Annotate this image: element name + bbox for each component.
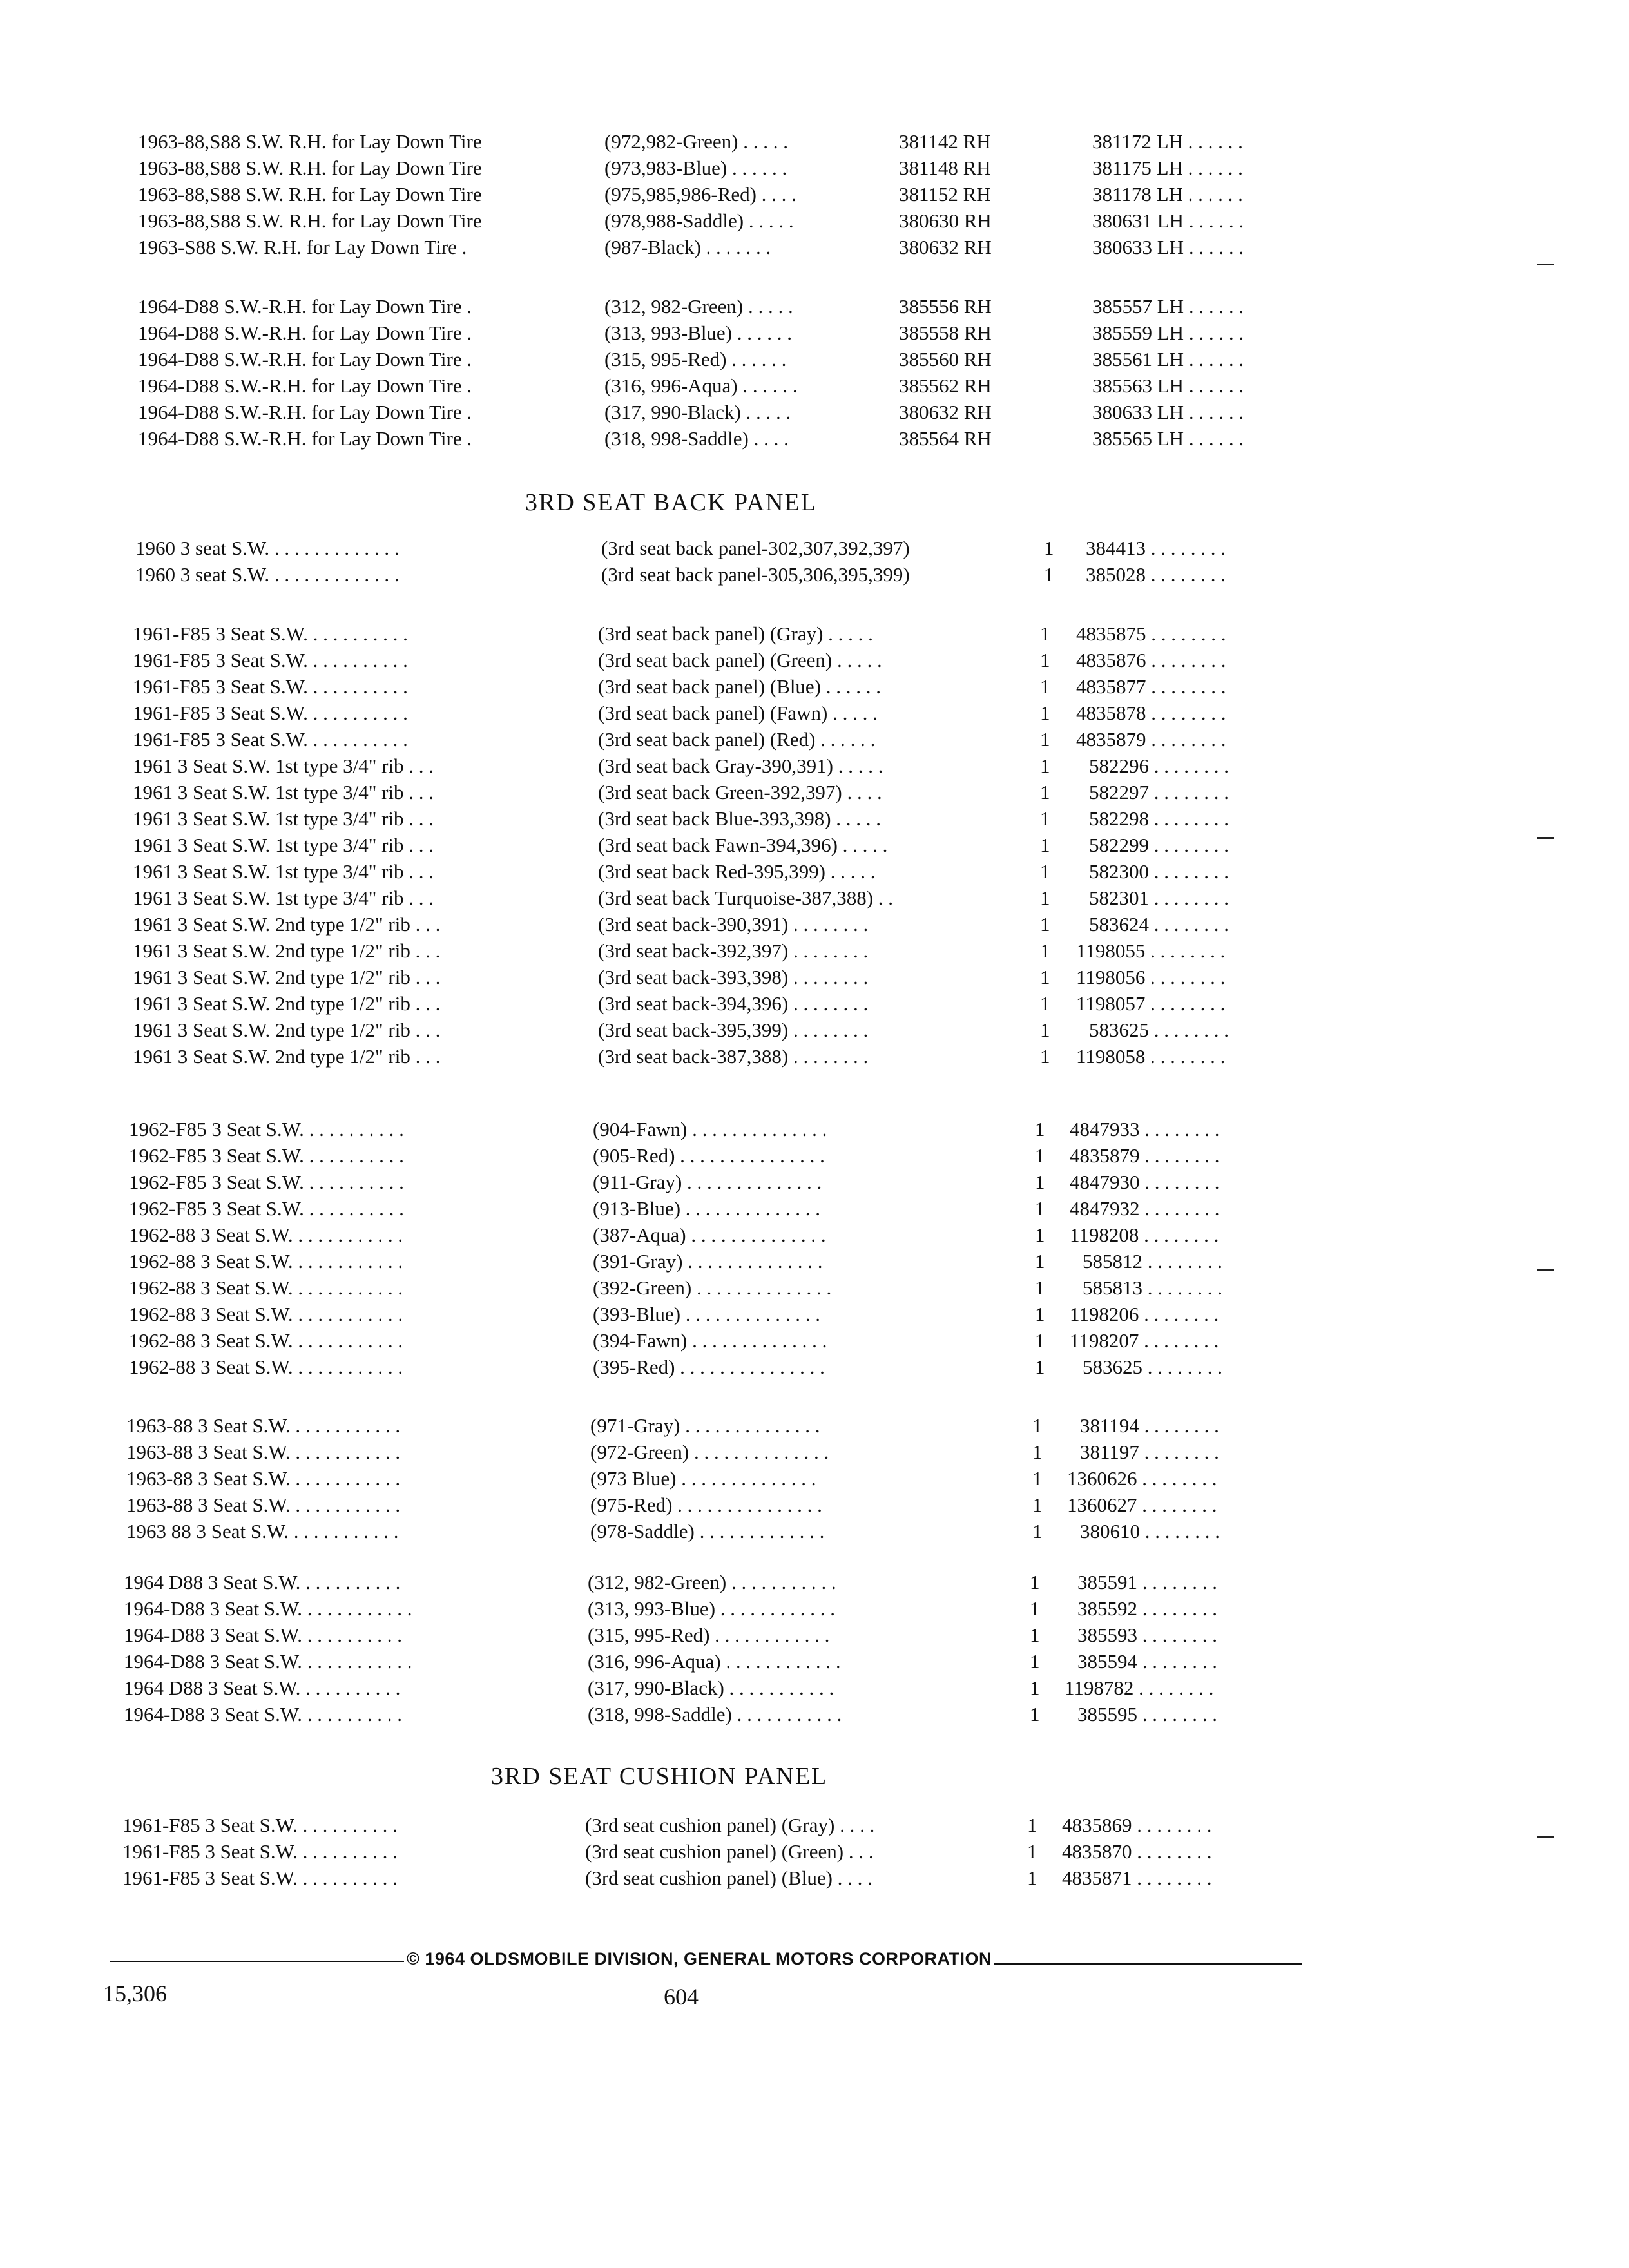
model-cell: 1964-D88 S.W.-R.H. for Lay Down Tire . xyxy=(138,401,472,423)
trim-cell: (3rd seat back Green-392,397) . . . . xyxy=(598,781,882,803)
part-cell: 381148 RH xyxy=(899,157,991,179)
part-cell: 4835879 . . . . . . . . xyxy=(1076,728,1226,751)
qty-cell: 1 xyxy=(1040,887,1050,909)
trim-cell: (972-Green) . . . . . . . . . . . . . . xyxy=(590,1441,829,1463)
part-cell: 1198207 . . . . . . . . xyxy=(1070,1329,1219,1352)
part-cell: 385558 RH xyxy=(899,322,992,344)
qty-cell: 1 xyxy=(1040,675,1050,698)
part-cell: 582296 . . . . . . . . xyxy=(1089,754,1229,777)
qty-cell: 1 xyxy=(1040,992,1050,1015)
trim-cell: (316, 996-Aqua) . . . . . . . . . . . . xyxy=(588,1650,841,1673)
part-cell: 582301 . . . . . . . . xyxy=(1089,887,1229,909)
alt-part-cell: 380633 LH . . . . . . xyxy=(1092,236,1244,258)
model-cell: 1961-F85 3 Seat S.W. . . . . . . . . . . xyxy=(122,1867,398,1889)
trim-cell: (317, 990-Black) . . . . . xyxy=(604,401,791,423)
qty-cell: 1 xyxy=(1040,807,1050,830)
table-row xyxy=(0,207,1629,234)
model-cell: 1963-88 3 Seat S.W. . . . . . . . . . . . xyxy=(126,1414,401,1437)
model-cell: 1961-F85 3 Seat S.W. . . . . . . . . . . xyxy=(133,622,408,645)
table-row xyxy=(0,346,1629,372)
part-cell: 4847933 . . . . . . . . xyxy=(1070,1118,1220,1140)
model-cell: 1961 3 Seat S.W. 1st type 3/4" rib . . . xyxy=(133,834,434,856)
part-cell: 384413 . . . . . . . . xyxy=(1086,537,1226,559)
alt-part-cell: 385565 LH . . . . . . xyxy=(1092,427,1244,450)
table-row xyxy=(0,1701,1629,1727)
table-row xyxy=(0,1043,1629,1070)
model-cell: 1962-F85 3 Seat S.W. . . . . . . . . . . xyxy=(129,1197,404,1220)
table-row xyxy=(0,779,1629,805)
trim-cell: (904-Fawn) . . . . . . . . . . . . . . xyxy=(593,1118,827,1140)
trim-cell: (317, 990-Black) . . . . . . . . . . . xyxy=(588,1677,834,1699)
part-cell: 4847930 . . . . . . . . xyxy=(1070,1171,1220,1193)
table-row xyxy=(0,561,1629,588)
qty-cell: 1 xyxy=(1040,649,1050,671)
model-cell: 1961-F85 3 Seat S.W. . . . . . . . . . . xyxy=(133,649,408,671)
copyright-line: © 1964 OLDSMOBILE DIVISION, GENERAL MOTORS CORPORATION xyxy=(404,1949,994,1969)
part-cell: 381197 . . . . . . . . xyxy=(1080,1441,1219,1463)
trim-cell: (3rd seat cushion panel) (Green) . . . xyxy=(585,1840,874,1863)
model-cell: 1963-88,S88 S.W. R.H. for Lay Down Tire xyxy=(138,209,482,232)
model-cell: 1963-88,S88 S.W. R.H. for Lay Down Tire xyxy=(138,130,482,153)
qty-cell: 1 xyxy=(1032,1414,1043,1437)
model-cell: 1964-D88 S.W.-R.H. for Lay Down Tire . xyxy=(138,322,472,344)
model-cell: 1961 3 Seat S.W. 2nd type 1/2" rib . . . xyxy=(133,1019,441,1041)
table-row xyxy=(0,858,1629,885)
qty-cell: 1 xyxy=(1032,1441,1043,1463)
table-row xyxy=(0,937,1629,964)
model-cell: 1962-F85 3 Seat S.W. . . . . . . . . . . xyxy=(129,1118,404,1140)
table-row xyxy=(0,1169,1629,1195)
section-heading-cushion-panel: 3RD SEAT CUSHION PANEL xyxy=(491,1763,828,1790)
part-cell: 385560 RH xyxy=(899,348,992,370)
trim-cell: (975-Red) . . . . . . . . . . . . . . . xyxy=(590,1494,822,1516)
model-cell: 1962-F85 3 Seat S.W. . . . . . . . . . . xyxy=(129,1171,404,1193)
trim-cell: (318, 998-Saddle) . . . . xyxy=(604,427,789,450)
qty-cell: 1 xyxy=(1040,913,1050,936)
model-cell: 1964-D88 S.W.-R.H. for Lay Down Tire . xyxy=(138,295,472,318)
qty-cell: 1 xyxy=(1040,754,1050,777)
table-row xyxy=(0,1116,1629,1142)
trim-cell: (3rd seat back-392,397) . . . . . . . . xyxy=(598,939,869,962)
part-cell: 385591 . . . . . . . . xyxy=(1077,1571,1217,1593)
qty-cell: 1 xyxy=(1035,1171,1045,1193)
model-cell: 1961 3 Seat S.W. 1st type 3/4" rib . . . xyxy=(133,860,434,883)
alt-part-cell: 380633 LH . . . . . . xyxy=(1092,401,1244,423)
part-cell: 381142 RH xyxy=(899,130,991,153)
model-cell: 1961 3 Seat S.W. 1st type 3/4" rib . . . xyxy=(133,754,434,777)
part-cell: 385028 . . . . . . . . xyxy=(1086,563,1226,586)
model-cell: 1961 3 Seat S.W. 2nd type 1/2" rib . . . xyxy=(133,1045,441,1068)
trim-cell: (316, 996-Aqua) . . . . . . xyxy=(604,374,798,397)
lay-down-tire-group-1963 xyxy=(0,128,1629,260)
page-number: 604 xyxy=(664,1984,699,2010)
trim-cell: (318, 998-Saddle) . . . . . . . . . . . xyxy=(588,1703,842,1725)
model-cell: 1961-F85 3 Seat S.W. . . . . . . . . . . xyxy=(122,1840,398,1863)
table-row xyxy=(0,181,1629,207)
trim-cell: (978-Saddle) . . . . . . . . . . . . . xyxy=(590,1520,825,1542)
table-row xyxy=(0,1622,1629,1648)
trim-cell: (3rd seat back panel) (Gray) . . . . . xyxy=(598,622,873,645)
section-heading-back-panel: 3RD SEAT BACK PANEL xyxy=(525,489,817,516)
qty-cell: 1 xyxy=(1027,1814,1037,1836)
back-panel-group-1962 xyxy=(0,1116,1629,1380)
trim-cell: (387-Aqua) . . . . . . . . . . . . . . xyxy=(593,1224,826,1246)
part-cell: 4835869 . . . . . . . . xyxy=(1062,1814,1212,1836)
margin-mark xyxy=(1537,1269,1554,1271)
trim-cell: (3rd seat back panel) (Green) . . . . . xyxy=(598,649,882,671)
qty-cell: 1 xyxy=(1044,563,1054,586)
trim-cell: (315, 995-Red) . . . . . . . . . . . . xyxy=(588,1624,830,1646)
table-row xyxy=(0,1648,1629,1675)
model-cell: 1961 3 Seat S.W. 1st type 3/4" rib . . . xyxy=(133,807,434,830)
qty-cell: 1 xyxy=(1032,1520,1043,1542)
trim-cell: (3rd seat back-387,388) . . . . . . . . xyxy=(598,1045,869,1068)
part-cell: 1198055 . . . . . . . . xyxy=(1076,939,1226,962)
back-panel-group-1964 xyxy=(0,1569,1629,1727)
table-row xyxy=(0,1595,1629,1622)
table-row xyxy=(0,885,1629,911)
part-cell: 1360626 . . . . . . . . xyxy=(1067,1467,1217,1490)
part-cell: 1198056 . . . . . . . . xyxy=(1076,966,1226,988)
model-cell: 1963-88 3 Seat S.W. . . . . . . . . . . . xyxy=(126,1467,401,1490)
table-row xyxy=(0,1142,1629,1169)
qty-cell: 1 xyxy=(1040,781,1050,803)
table-row xyxy=(0,726,1629,753)
trim-cell: (911-Gray) . . . . . . . . . . . . . . xyxy=(593,1171,822,1193)
part-cell: 1198057 . . . . . . . . xyxy=(1076,992,1226,1015)
table-row xyxy=(0,1865,1629,1891)
model-cell: 1963-S88 S.W. R.H. for Lay Down Tire . xyxy=(138,236,467,258)
trim-cell: (3rd seat back panel) (Fawn) . . . . . xyxy=(598,702,878,724)
qty-cell: 1 xyxy=(1035,1356,1045,1378)
trim-cell: (972,982-Green) . . . . . xyxy=(604,130,788,153)
table-row xyxy=(0,753,1629,779)
part-cell: 583624 . . . . . . . . xyxy=(1089,913,1229,936)
alt-part-cell: 385557 LH . . . . . . xyxy=(1092,295,1244,318)
trim-cell: (3rd seat back-394,396) . . . . . . . . xyxy=(598,992,869,1015)
back-panel-group-1960 xyxy=(0,535,1629,588)
table-row xyxy=(0,1439,1629,1465)
model-cell: 1962-88 3 Seat S.W. . . . . . . . . . . . xyxy=(129,1276,403,1299)
trim-cell: (393-Blue) . . . . . . . . . . . . . . xyxy=(593,1303,821,1325)
model-cell: 1963-88,S88 S.W. R.H. for Lay Down Tire xyxy=(138,183,482,206)
table-row xyxy=(0,647,1629,673)
qty-cell: 1 xyxy=(1035,1197,1045,1220)
margin-mark xyxy=(1537,264,1554,265)
model-cell: 1964-D88 3 Seat S.W. . . . . . . . . . . . xyxy=(124,1597,412,1620)
model-cell: 1961 3 Seat S.W. 2nd type 1/2" rib . . . xyxy=(133,992,441,1015)
model-cell: 1961 3 Seat S.W. 1st type 3/4" rib . . . xyxy=(133,781,434,803)
alt-part-cell: 381172 LH . . . . . . xyxy=(1092,130,1243,153)
model-cell: 1961-F85 3 Seat S.W. . . . . . . . . . . xyxy=(133,675,408,698)
part-cell: 385595 . . . . . . . . xyxy=(1077,1703,1217,1725)
alt-part-cell: 385561 LH . . . . . . xyxy=(1092,348,1244,370)
trim-cell: (3rd seat back panel) (Blue) . . . . . . xyxy=(598,675,882,698)
trim-cell: (3rd seat back panel-302,307,392,397) xyxy=(601,537,910,559)
margin-mark xyxy=(1537,837,1554,839)
table-row xyxy=(0,1675,1629,1701)
trim-cell: (3rd seat back-395,399) . . . . . . . . xyxy=(598,1019,869,1041)
table-row xyxy=(0,990,1629,1017)
trim-cell: (315, 995-Red) . . . . . . xyxy=(604,348,787,370)
qty-cell: 1 xyxy=(1040,939,1050,962)
part-cell: 1198782 . . . . . . . . xyxy=(1065,1677,1214,1699)
table-row xyxy=(0,128,1629,155)
trim-cell: (975,985,986-Red) . . . . xyxy=(604,183,796,206)
qty-cell: 1 xyxy=(1035,1276,1045,1299)
part-cell: 385594 . . . . . . . . xyxy=(1077,1650,1217,1673)
part-cell: 582298 . . . . . . . . xyxy=(1089,807,1229,830)
part-cell: 4847932 . . . . . . . . xyxy=(1070,1197,1220,1220)
trim-cell: (3rd seat back Blue-393,398) . . . . . xyxy=(598,807,882,830)
qty-cell: 1 xyxy=(1035,1118,1045,1140)
part-cell: 1198058 . . . . . . . . xyxy=(1076,1045,1226,1068)
qty-cell: 1 xyxy=(1030,1703,1040,1725)
part-cell: 385556 RH xyxy=(899,295,992,318)
part-cell: 4835879 . . . . . . . . xyxy=(1070,1144,1220,1167)
table-row xyxy=(0,399,1629,425)
alt-part-cell: 381178 LH . . . . . . xyxy=(1092,183,1243,206)
table-row xyxy=(0,320,1629,346)
model-cell: 1964-D88 3 Seat S.W. . . . . . . . . . . xyxy=(124,1703,402,1725)
qty-cell: 1 xyxy=(1040,1045,1050,1068)
trim-cell: (312, 982-Green) . . . . . xyxy=(604,295,793,318)
alt-part-cell: 385563 LH . . . . . . xyxy=(1092,374,1244,397)
part-cell: 385592 . . . . . . . . xyxy=(1077,1597,1217,1620)
alt-part-cell: 381175 LH . . . . . . xyxy=(1092,157,1243,179)
trim-cell: (987-Black) . . . . . . . xyxy=(604,236,771,258)
model-cell: 1960 3 seat S.W. . . . . . . . . . . . . . xyxy=(135,563,400,586)
page-code: 15,306 xyxy=(103,1981,167,2006)
table-row xyxy=(0,535,1629,561)
part-cell: 4835878 . . . . . . . . xyxy=(1076,702,1226,724)
part-cell: 585812 . . . . . . . . xyxy=(1083,1250,1222,1273)
table-row xyxy=(0,1301,1629,1327)
model-cell: 1963 88 3 Seat S.W. . . . . . . . . . . . xyxy=(126,1520,399,1542)
part-cell: 380632 RH xyxy=(899,401,992,423)
trim-cell: (391-Gray) . . . . . . . . . . . . . . xyxy=(593,1250,823,1273)
table-row xyxy=(0,155,1629,181)
table-row xyxy=(0,425,1629,452)
model-cell: 1964-D88 S.W.-R.H. for Lay Down Tire . xyxy=(138,427,472,450)
back-panel-group-1961 xyxy=(0,620,1629,1070)
qty-cell: 1 xyxy=(1030,1597,1040,1620)
trim-cell: (971-Gray) . . . . . . . . . . . . . . xyxy=(590,1414,820,1437)
trim-cell: (3rd seat cushion panel) (Gray) . . . . xyxy=(585,1814,875,1836)
table-row xyxy=(0,620,1629,647)
part-cell: 380610 . . . . . . . . xyxy=(1080,1520,1220,1542)
qty-cell: 1 xyxy=(1030,1571,1040,1593)
qty-cell: 1 xyxy=(1040,622,1050,645)
trim-cell: (313, 993-Blue) . . . . . . xyxy=(604,322,793,344)
part-cell: 1198206 . . . . . . . . xyxy=(1070,1303,1219,1325)
table-row xyxy=(0,673,1629,700)
table-row xyxy=(0,1569,1629,1595)
model-cell: 1962-88 3 Seat S.W. . . . . . . . . . . . xyxy=(129,1329,403,1352)
qty-cell: 1 xyxy=(1027,1867,1037,1889)
model-cell: 1964 D88 3 Seat S.W. . . . . . . . . . . xyxy=(124,1677,401,1699)
part-cell: 4835875 . . . . . . . . xyxy=(1076,622,1226,645)
table-row xyxy=(0,1812,1629,1838)
footer-rule-right xyxy=(947,1963,1302,1965)
qty-cell: 1 xyxy=(1044,537,1054,559)
model-cell: 1964-D88 S.W.-R.H. for Lay Down Tire . xyxy=(138,348,472,370)
table-row xyxy=(0,1492,1629,1518)
trim-cell: (973,983-Blue) . . . . . . xyxy=(604,157,787,179)
table-row xyxy=(0,1274,1629,1301)
model-cell: 1964 D88 3 Seat S.W. . . . . . . . . . . xyxy=(124,1571,401,1593)
table-row xyxy=(0,1327,1629,1354)
part-cell: 4835877 . . . . . . . . xyxy=(1076,675,1226,698)
trim-cell: (3rd seat back Gray-390,391) . . . . . xyxy=(598,754,883,777)
part-cell: 381152 RH xyxy=(899,183,991,206)
model-cell: 1962-88 3 Seat S.W. . . . . . . . . . . . xyxy=(129,1224,403,1246)
part-cell: 583625 . . . . . . . . xyxy=(1089,1019,1229,1041)
table-row xyxy=(0,1017,1629,1043)
table-row xyxy=(0,700,1629,726)
model-cell: 1964-D88 3 Seat S.W. . . . . . . . . . . . xyxy=(124,1650,412,1673)
trim-cell: (392-Green) . . . . . . . . . . . . . . xyxy=(593,1276,832,1299)
part-cell: 4835871 . . . . . . . . xyxy=(1062,1867,1212,1889)
part-cell: 4835870 . . . . . . . . xyxy=(1062,1840,1212,1863)
trim-cell: (3rd seat back Turquoise-387,388) . . xyxy=(598,887,894,909)
qty-cell: 1 xyxy=(1032,1494,1043,1516)
table-row xyxy=(0,1838,1629,1865)
cushion-panel-group-1961 xyxy=(0,1812,1629,1891)
part-cell: 583625 . . . . . . . . xyxy=(1083,1356,1222,1378)
back-panel-group-1963 xyxy=(0,1412,1629,1544)
model-cell: 1961 3 Seat S.W. 1st type 3/4" rib . . . xyxy=(133,887,434,909)
model-cell: 1961-F85 3 Seat S.W. . . . . . . . . . . xyxy=(133,728,408,751)
table-row xyxy=(0,1248,1629,1274)
trim-cell: (312, 982-Green) . . . . . . . . . . . xyxy=(588,1571,836,1593)
model-cell: 1962-88 3 Seat S.W. . . . . . . . . . . . xyxy=(129,1303,403,1325)
trim-cell: (3rd seat back-393,398) . . . . . . . . xyxy=(598,966,869,988)
model-cell: 1961 3 Seat S.W. 2nd type 1/2" rib . . . xyxy=(133,913,441,936)
model-cell: 1961 3 Seat S.W. 2nd type 1/2" rib . . . xyxy=(133,966,441,988)
qty-cell: 1 xyxy=(1035,1303,1045,1325)
qty-cell: 1 xyxy=(1040,702,1050,724)
qty-cell: 1 xyxy=(1030,1677,1040,1699)
table-row xyxy=(0,372,1629,399)
table-row xyxy=(0,964,1629,990)
trim-cell: (3rd seat back Red-395,399) . . . . . xyxy=(598,860,876,883)
part-cell: 385562 RH xyxy=(899,374,992,397)
model-cell: 1962-88 3 Seat S.W. . . . . . . . . . . . xyxy=(129,1356,403,1378)
part-cell: 4835876 . . . . . . . . xyxy=(1076,649,1226,671)
table-row xyxy=(0,911,1629,937)
trim-cell: (3rd seat back panel) (Red) . . . . . . xyxy=(598,728,876,751)
trim-cell: (973 Blue) . . . . . . . . . . . . . . xyxy=(590,1467,816,1490)
part-cell: 585813 . . . . . . . . xyxy=(1083,1276,1222,1299)
table-row xyxy=(0,1195,1629,1222)
qty-cell: 1 xyxy=(1035,1250,1045,1273)
part-cell: 385564 RH xyxy=(899,427,992,450)
model-cell: 1962-F85 3 Seat S.W. . . . . . . . . . . xyxy=(129,1144,404,1167)
part-cell: 1360627 . . . . . . . . xyxy=(1067,1494,1217,1516)
qty-cell: 1 xyxy=(1040,728,1050,751)
model-cell: 1963-88 3 Seat S.W. . . . . . . . . . . . xyxy=(126,1494,401,1516)
table-row xyxy=(0,1354,1629,1380)
model-cell: 1964-D88 S.W.-R.H. for Lay Down Tire . xyxy=(138,374,472,397)
qty-cell: 1 xyxy=(1030,1624,1040,1646)
trim-cell: (905-Red) . . . . . . . . . . . . . . . xyxy=(593,1144,825,1167)
trim-cell: (978,988-Saddle) . . . . . xyxy=(604,209,794,232)
lay-down-tire-group-1964 xyxy=(0,293,1629,452)
qty-cell: 1 xyxy=(1040,834,1050,856)
table-row xyxy=(0,1222,1629,1248)
table-row xyxy=(0,1412,1629,1439)
qty-cell: 1 xyxy=(1035,1224,1045,1246)
part-cell: 381194 . . . . . . . . xyxy=(1080,1414,1219,1437)
table-row xyxy=(0,1518,1629,1544)
qty-cell: 1 xyxy=(1030,1650,1040,1673)
model-cell: 1963-88,S88 S.W. R.H. for Lay Down Tire xyxy=(138,157,482,179)
trim-cell: (395-Red) . . . . . . . . . . . . . . . xyxy=(593,1356,825,1378)
footer-rule-left xyxy=(110,1961,412,1962)
alt-part-cell: 380631 LH . . . . . . xyxy=(1092,209,1244,232)
trim-cell: (3rd seat back Fawn-394,396) . . . . . xyxy=(598,834,888,856)
trim-cell: (394-Fawn) . . . . . . . . . . . . . . xyxy=(593,1329,827,1352)
qty-cell: 1 xyxy=(1040,860,1050,883)
margin-mark xyxy=(1537,1836,1554,1838)
trim-cell: (313, 993-Blue) . . . . . . . . . . . . xyxy=(588,1597,836,1620)
table-row xyxy=(0,805,1629,832)
model-cell: 1963-88 3 Seat S.W. . . . . . . . . . . . xyxy=(126,1441,401,1463)
part-cell: 385593 . . . . . . . . xyxy=(1077,1624,1217,1646)
part-cell: 582297 . . . . . . . . xyxy=(1089,781,1229,803)
part-cell: 380630 RH xyxy=(899,209,992,232)
table-row xyxy=(0,234,1629,260)
model-cell: 1961 3 Seat S.W. 2nd type 1/2" rib . . . xyxy=(133,939,441,962)
trim-cell: (3rd seat cushion panel) (Blue) . . . . xyxy=(585,1867,872,1889)
part-cell: 1198208 . . . . . . . . xyxy=(1070,1224,1219,1246)
part-cell: 582300 . . . . . . . . xyxy=(1089,860,1229,883)
trim-cell: (913-Blue) . . . . . . . . . . . . . . xyxy=(593,1197,821,1220)
qty-cell: 1 xyxy=(1027,1840,1037,1863)
model-cell: 1960 3 seat S.W. . . . . . . . . . . . . . xyxy=(135,537,400,559)
qty-cell: 1 xyxy=(1035,1144,1045,1167)
trim-cell: (3rd seat back panel-305,306,395,399) xyxy=(601,563,910,586)
model-cell: 1961-F85 3 Seat S.W. . . . . . . . . . . xyxy=(133,702,408,724)
qty-cell: 1 xyxy=(1032,1467,1043,1490)
part-cell: 582299 . . . . . . . . xyxy=(1089,834,1229,856)
qty-cell: 1 xyxy=(1040,1019,1050,1041)
model-cell: 1964-D88 3 Seat S.W. . . . . . . . . . . xyxy=(124,1624,402,1646)
model-cell: 1962-88 3 Seat S.W. . . . . . . . . . . . xyxy=(129,1250,403,1273)
table-row xyxy=(0,832,1629,858)
table-row xyxy=(0,1465,1629,1492)
table-row xyxy=(0,293,1629,320)
alt-part-cell: 385559 LH . . . . . . xyxy=(1092,322,1244,344)
qty-cell: 1 xyxy=(1040,966,1050,988)
part-cell: 380632 RH xyxy=(899,236,992,258)
trim-cell: (3rd seat back-390,391) . . . . . . . . xyxy=(598,913,869,936)
model-cell: 1961-F85 3 Seat S.W. . . . . . . . . . . xyxy=(122,1814,398,1836)
qty-cell: 1 xyxy=(1035,1329,1045,1352)
